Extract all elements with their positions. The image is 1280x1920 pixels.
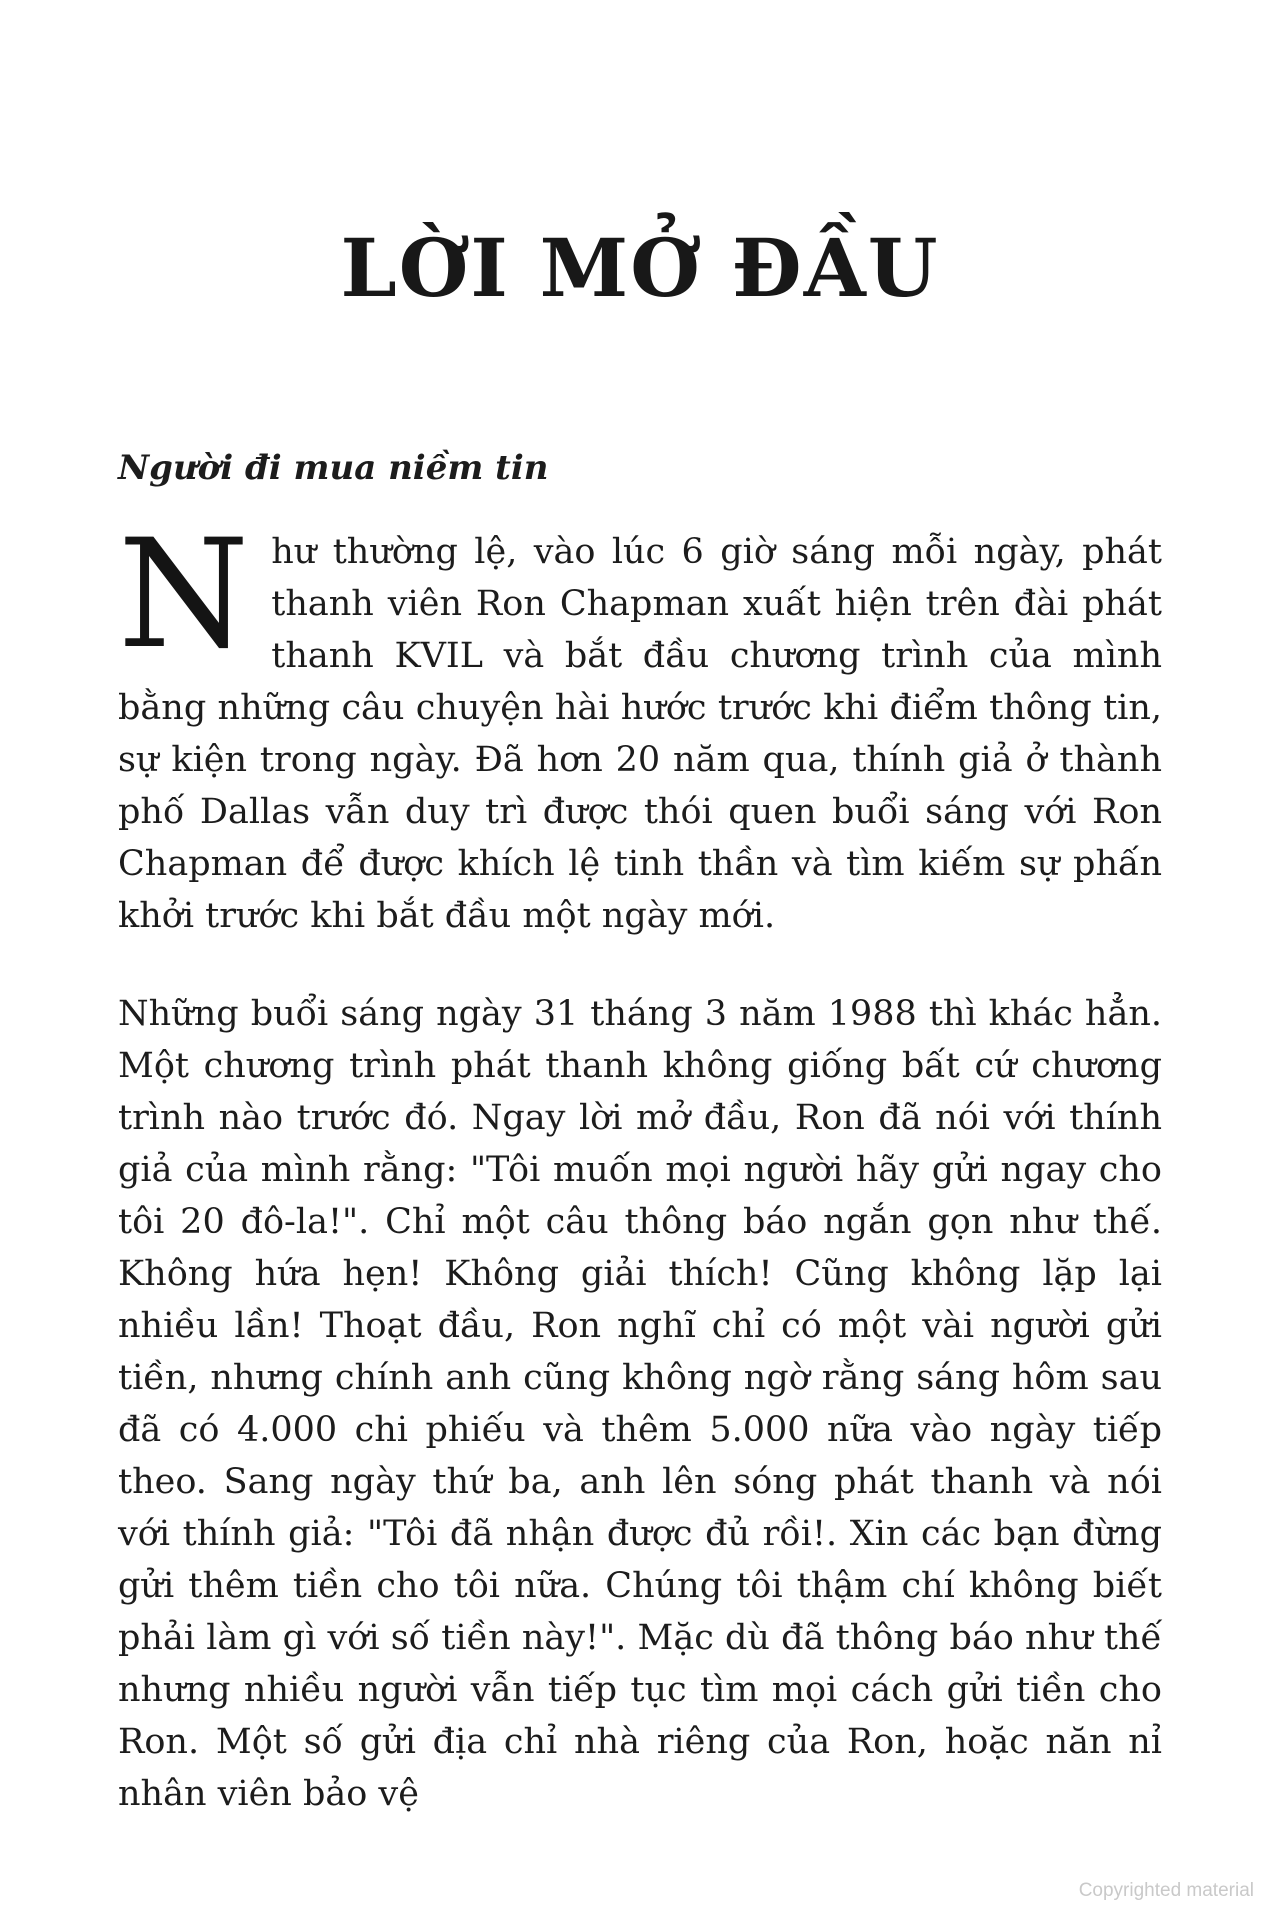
paragraph-1-text: hư thường lệ, vào lúc 6 giờ sáng mỗi ngày, phát thanh viên Ron Chapman xuất hiện trên đài phát thanh KVIL và bắt đầu chương trình của mình bằng những câu chuyện hài hước trước khi điểm thông tin, sự kiện trong ngày. Đã hơn 20 năm qua, thính giả ở thành phố Dallas vẫn duy trì được thói quen buổi sáng với Ron Chapman để được khích lệ tinh thần và tìm kiếm sự phấn khởi trước khi bắt đầu một ngày mới.: [118, 532, 1162, 936]
page-title: LỜI MỞ ĐẦU: [340, 221, 940, 315]
drop-cap: N: [118, 508, 250, 682]
paragraph-1: [118, 508, 1162, 942]
paragraph-2: Những buổi sáng ngày 31 tháng 3 năm 1988 thì khác hẳn. Một chương trình phát thanh không giống bất cứ chương trình nào trước đó. Ngay lời mở đầu, Ron đã nói với thính giả của mình rằng: "Tôi muốn mọi người hãy gửi ngay cho tôi 20 đô-la!". Chỉ một câu thông báo ngắn gọn như thế. Không hứa hẹn! Không giải thích! Cũng không lặp lại nhiều lần! Thoạt đầu, Ron nghĩ chỉ có một vài người gửi tiền, nhưng chính anh cũng không ngờ rằng sáng hôm sau đã có 4.000 chi phiếu và thêm 5.000 nữa vào ngày tiếp theo. Sang ngày thứ ba, anh lên sóng phát thanh và nói với thính giả: "Tôi đã nhận được đủ rồi!. Xin các bạn đừng gửi thêm tiền cho tôi nữa. Chúng tôi thậm chí không biết phải làm gì với số tiền này!". Mặc dù đã thông báo như thế nhưng nhiều người vẫn tiếp tục tìm mọi cách gửi tiền cho Ron. Một số gửi địa chỉ nhà riêng của Ron, hoặc năn nỉ nhân viên bảo vệ: [118, 994, 1162, 1814]
copyright-watermark: Copyrighted material: [1078, 1880, 1254, 1901]
section-subtitle: Người đi mua niềm tin: [118, 448, 549, 488]
